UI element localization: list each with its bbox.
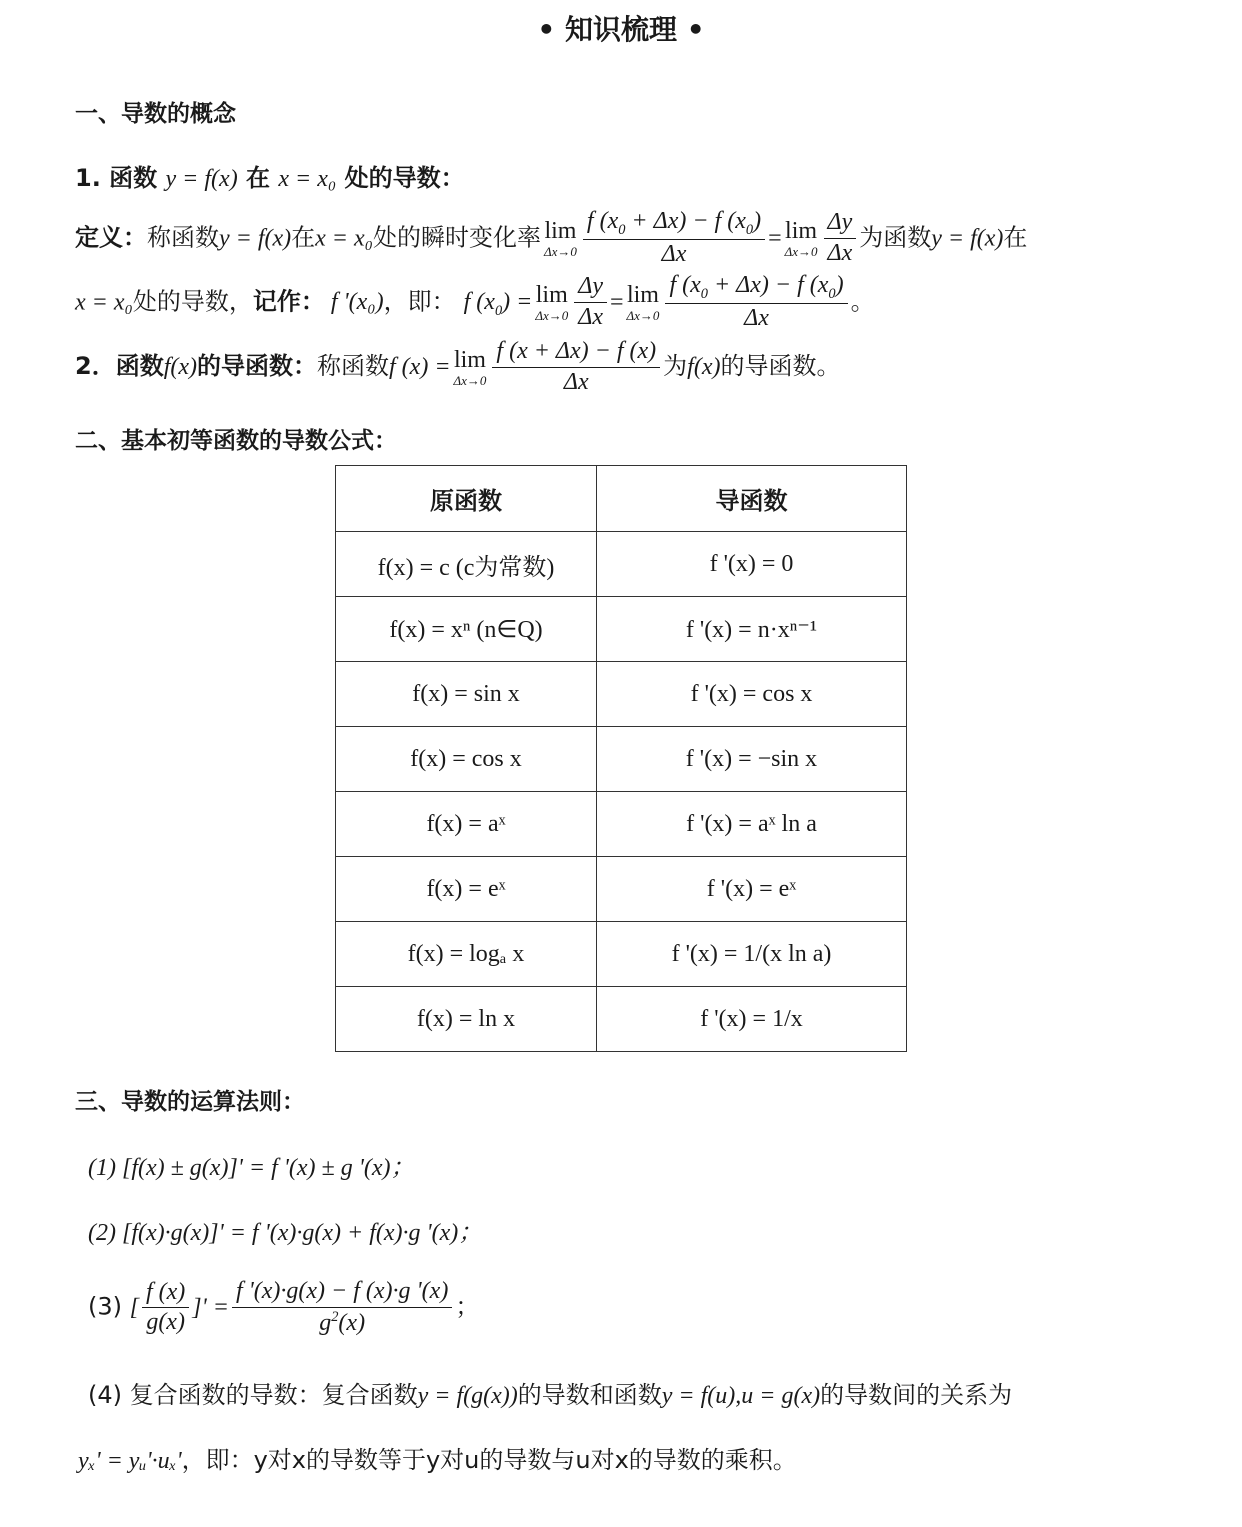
derivative-table bbox=[335, 465, 907, 1052]
definition-line-1: 定义：称函数y = f(x)在x = x₀处的瞬时变化率 lim Δx→0 $\frac{f (x_0 + \Delta x) - f (x_0)}{\Delta x}$ = lim Δx→0 $\frac{\Delta y}{\Delta x}$ 为函数y = f(x)在 bbox=[75, 208, 1028, 268]
quotient-rule-fraction: $\frac{f '(x)\cdot g(x) - f (x)\cdot g '(x)}{g^2(x)}$ bbox=[232, 1278, 452, 1337]
lim-operator: lim Δx→0 bbox=[535, 281, 569, 323]
rule-2: (2) [f(x)·g(x)]' = f '(x)·g(x) + f(x)·g '(x)； bbox=[88, 1220, 483, 1246]
table-header-derivative: 导函数 bbox=[597, 466, 907, 532]
line2-point: x = x₀ bbox=[75, 289, 133, 316]
item2-text3: 为 bbox=[663, 352, 688, 381]
rule4-fn1: y = f(g(x)) bbox=[417, 1383, 518, 1409]
table-cell-original: f(x) = c (c为常数) bbox=[336, 532, 597, 597]
table-row bbox=[336, 987, 907, 1052]
rule-4 bbox=[88, 1375, 1012, 1410]
table-row bbox=[336, 792, 907, 857]
section1-heading: 一、导数的概念 bbox=[75, 101, 236, 127]
definition-line-2: x = x₀处的导数，记作： f '(x₀)，即： f $(x_0)$ = lim Δx→0 $\frac{\Delta y}{\Delta x}$ = lim Δx→0 $\frac{f (x_0 + \Delta x) - f (x_0)}{\Delta x}$ 。 bbox=[75, 272, 875, 332]
quotient-fraction: $\frac{f (x)}{g(x)}$ bbox=[142, 1279, 189, 1337]
table-cell-derivative: f '(x) = eˣ bbox=[597, 857, 907, 922]
table-cell-derivative: f '(x) = 1/(x ln a) bbox=[597, 922, 907, 987]
line2-note: 记作： bbox=[252, 287, 325, 316]
table-row bbox=[336, 857, 907, 922]
rule3-label: (3) bbox=[88, 1292, 122, 1321]
item2-text2: 称函数 bbox=[317, 352, 390, 381]
table-row bbox=[336, 922, 907, 987]
table-cell-original: f(x) = aˣ bbox=[336, 792, 597, 857]
rule-1: (1) [f(x) ± g(x)]' = f '(x) ± g '(x)； bbox=[88, 1155, 415, 1181]
table-cell-original: f(x) = eˣ bbox=[336, 857, 597, 922]
section3-heading: 三、导数的运算法则： bbox=[75, 1089, 305, 1115]
item1-fn: y = f(x) bbox=[165, 166, 238, 192]
def-text2: 在 bbox=[291, 223, 316, 252]
table-cell-derivative: f '(x) = 1/x bbox=[597, 987, 907, 1052]
table-cell-derivative: f '(x) = aˣ ln a bbox=[597, 792, 907, 857]
item2-fn: f(x) bbox=[163, 354, 198, 381]
def-label: 定义： bbox=[75, 223, 147, 252]
def-fn: y = f(x) bbox=[219, 225, 292, 252]
table-header-original: 原函数 bbox=[336, 466, 597, 532]
section2-heading: 二、基本初等函数的导数公式： bbox=[75, 428, 397, 454]
item2-text4: 的导函数。 bbox=[720, 352, 841, 381]
lim-operator: lim Δx→0 bbox=[626, 281, 660, 323]
rule-3: (3) [ $\frac{f (x)}{g(x)}$ ]' = $\frac{f '(x)\cdot g(x) - f (x)\cdot g '(x)}{g^2(x)}$ ； bbox=[88, 1278, 480, 1336]
line2-text1: 处的导数， bbox=[132, 287, 253, 316]
item1-line bbox=[75, 158, 465, 193]
table-cell-original: f(x) = xⁿ (n∈Q) bbox=[336, 597, 597, 662]
page-title: • 知识梳理 • bbox=[537, 13, 705, 46]
def-fn2: y = f(x) bbox=[931, 225, 1004, 252]
line2-notation: f '(x₀) bbox=[330, 289, 384, 316]
item1-at: 在 bbox=[246, 164, 271, 192]
rule3-end: ； bbox=[455, 1292, 480, 1321]
difference-quotient: $\frac{f (x_0 + \Delta x) - f (x_0)}{\Delta x}$ bbox=[583, 208, 765, 269]
table-header-row bbox=[336, 466, 907, 532]
lim-operator: lim Δx→0 bbox=[544, 217, 577, 259]
line2-text2: ，即： bbox=[383, 287, 456, 316]
lim-operator: lim Δx→0 bbox=[784, 217, 818, 259]
table-cell-original: f(x) = ln x bbox=[336, 987, 597, 1052]
item2-text1: 的导函数： bbox=[197, 352, 318, 381]
item1-point: x = x₀ bbox=[278, 166, 337, 192]
table-cell-derivative: f '(x) = 0 bbox=[597, 532, 907, 597]
item1-tail: 处的导数： bbox=[344, 164, 465, 192]
rule4-label: (4) bbox=[88, 1381, 122, 1409]
chain-rule-formula: yₓ' = yᵤ'·uₓ' bbox=[78, 1448, 182, 1474]
line2-end: 。 bbox=[850, 287, 875, 316]
table-row bbox=[336, 532, 907, 597]
def-text4: 为函数 bbox=[859, 223, 932, 252]
table-cell-original: f(x) = sin x bbox=[336, 662, 597, 727]
def-text5: 在 bbox=[1003, 223, 1028, 252]
item2-fn-ref: f(x) bbox=[687, 354, 721, 381]
def-text1: 称函数 bbox=[147, 223, 219, 252]
chain-rule-text: ，即：y对x的导数等于y对u的导数与u对x的导数的乘积。 bbox=[181, 1446, 797, 1474]
item2-line: 2．函数f(x)的导函数：称函数f (x) = lim Δx→0 $\frac{f (x + \Delta x) - f (x)}{\Delta x}$ 为f(x)的导函数。 bbox=[75, 338, 841, 395]
table-cell-original: f(x) = cos x bbox=[336, 727, 597, 792]
table-cell-derivative: f '(x) = −sin x bbox=[597, 727, 907, 792]
lim-operator: lim Δx→0 bbox=[453, 346, 487, 388]
table-row bbox=[336, 597, 907, 662]
table-row bbox=[336, 727, 907, 792]
table-cell-original: f(x) = logₐ x bbox=[336, 922, 597, 987]
delta-ratio: $\frac{\Delta y}{\Delta x}$ bbox=[574, 273, 607, 331]
rule4-fn2: y = f(u),u = g(x) bbox=[661, 1383, 821, 1409]
item2-label: 2．函数 bbox=[75, 352, 164, 381]
table-cell-derivative: f '(x) = n·xⁿ⁻¹ bbox=[597, 597, 907, 662]
delta-ratio: $\frac{\Delta y}{\Delta x}$ bbox=[824, 209, 857, 267]
rule4-text2: 的导数和函数 bbox=[517, 1381, 662, 1409]
rule-4-line-2 bbox=[78, 1440, 797, 1475]
def-text3: 处的瞬时变化率 bbox=[373, 223, 541, 252]
table-row bbox=[336, 662, 907, 727]
rule4-text3: 的导数间的关系为 bbox=[820, 1381, 1013, 1409]
rule4-text1: 复合函数的导数：复合函数 bbox=[129, 1381, 418, 1409]
item1-label: 1. 函数 bbox=[75, 164, 158, 192]
def-point: x = x₀ bbox=[315, 225, 373, 252]
derivative-quotient: $\frac{f (x + \Delta x) - f (x)}{\Delta x}$ bbox=[492, 338, 660, 396]
difference-quotient: $\frac{f (x_0 + \Delta x) - f (x_0)}{\Delta x}$ bbox=[665, 272, 847, 333]
table-cell-derivative: f '(x) = cos x bbox=[597, 662, 907, 727]
